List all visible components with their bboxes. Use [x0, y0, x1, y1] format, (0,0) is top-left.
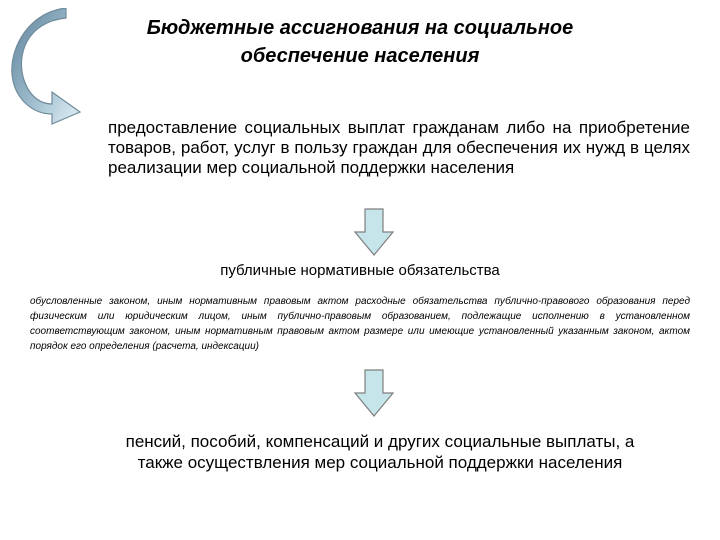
payments-line-2: также осуществления мер социальной поддержки населения	[137, 453, 623, 472]
diagram-title-line-2: обеспечение населения	[240, 45, 480, 67]
curved-arrow-icon	[10, 8, 90, 126]
diagram-title-line-1: Бюджетные ассигнования на социальное	[146, 17, 574, 39]
obligations-note: обусловленные законом, иным нормативным правовым актом расходные обязательства публично-правового образования перед физическим или юридическим лицом, иным публично-правовым образованием, подлежащие исполнению в установленном соответствующим законом, иным нормативным правовым актом размере или имеющие установленный указанным законом, актом порядок его определения (расчета, индексации)	[30, 296, 690, 352]
payments-text	[100, 431, 660, 473]
diagram-title	[100, 14, 620, 70]
payments-line-1: пенсий, пособий, компенсаций и других социальные выплаты, а	[125, 432, 635, 451]
down-arrow-icon	[354, 369, 394, 417]
obligations-heading: публичные нормативные обязательства	[220, 262, 500, 279]
down-arrow-icon	[354, 208, 394, 256]
definition-text: предоставление социальных выплат гражданам либо на приобретение товаров, работ, услуг в пользу граждан для обеспечения их нужд в целях реализации мер социальной поддержки населения	[108, 118, 690, 177]
